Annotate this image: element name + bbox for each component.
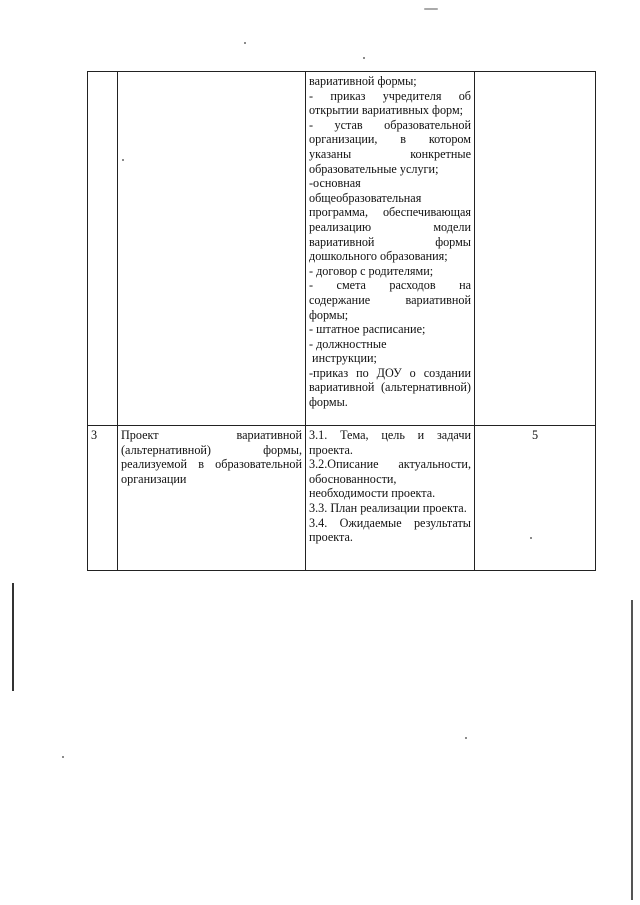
scan-speck xyxy=(62,756,64,758)
criterion-name-cell: Проект вариативной (альтернативной) формы, реализуемой в образовательной организации xyxy=(118,426,306,571)
content-line: - договор с родителями; xyxy=(309,263,434,278)
content-line: - должностные xyxy=(309,336,387,351)
content-line: инструкции; xyxy=(309,351,377,366)
content-line: 3.1. Тема, цель и задачи проекта. xyxy=(309,428,471,457)
row-number-cell xyxy=(88,72,118,426)
content-line: 3.3. План реализации проекта. xyxy=(309,500,467,515)
score-cell: 5 xyxy=(475,426,596,571)
table-row xyxy=(88,72,596,426)
content-line: - устав образовательной организации, в котором указаны конкретные образовательные услуги; xyxy=(309,117,471,176)
scan-speck xyxy=(465,737,467,739)
table-row xyxy=(88,426,596,571)
content-line: -приказ по ДОУ о создании вариативной (альтернативной) формы. xyxy=(309,365,471,410)
scan-speck xyxy=(122,159,124,161)
content-line: вариативной формы; xyxy=(309,74,417,88)
content-line: 3.4. Ожидаемые результаты проекта. xyxy=(309,515,471,545)
criterion-content-cell xyxy=(306,426,475,571)
content-line: - смета расходов на содержание вариативной формы; xyxy=(309,278,471,322)
content-line: - штатное расписание; xyxy=(309,322,426,337)
criterion-name-cell xyxy=(118,72,306,426)
scan-speck xyxy=(530,537,532,539)
content-line: - приказ учредителя об открытии вариативных форм; xyxy=(309,88,471,118)
scan-edge-line xyxy=(631,600,633,900)
scan-margin-line xyxy=(12,583,14,691)
criteria-table xyxy=(87,71,596,571)
content-line: -основная общеобразовательная программа, обеспечивающая реализацию модели вариативной формы дошкольного образования; xyxy=(309,176,471,264)
scan-speck xyxy=(244,42,246,44)
row-number-cell: 3 xyxy=(88,426,118,571)
criterion-content-cell xyxy=(306,72,475,426)
scan-speck xyxy=(363,57,365,59)
content-line: 3.2.Описание актуальности, обоснованности, необходимости проекта. xyxy=(309,457,471,501)
scan-speck xyxy=(424,8,438,10)
score-cell xyxy=(475,72,596,426)
